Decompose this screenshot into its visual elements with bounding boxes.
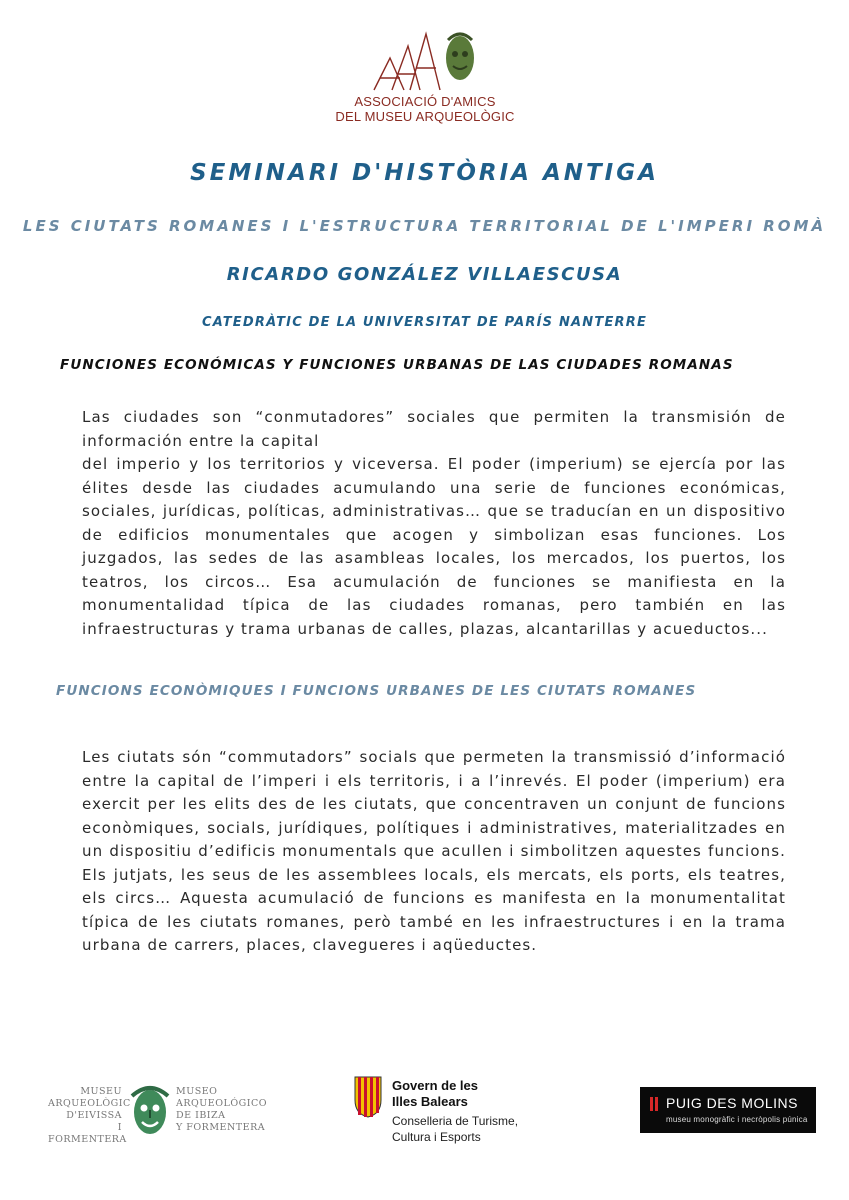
body-es-line2: del imperio y los territorios y viceversa. El poder (imperium) se ejercía por las élites desde las ciudades acumulando una serie de funciones económicas, sociales, jurídicas, políticas, administrativas… que se traducían en un dispositivo de edificios monumentales que acogen y simbolizan esas funciones. Los juzgados, las sedes de las asambleas locales, los mercados, los puertos, los teatros, los circos… Esa acumulación de funciones se manifiesta en la monumentalidad típica de las ciudades romanas, pero también en las infraestructuras y trama urbanas de calles, plazas, alcantarillas y acueductos... bbox=[82, 455, 786, 638]
section-heading-ca: FUNCIONS ECONÒMIQUES I FUNCIONS URBANES DE LES CIUTATS ROMANES bbox=[56, 683, 697, 699]
museum-logo bbox=[48, 1082, 268, 1145]
govern-line1: Govern de les bbox=[392, 1078, 478, 1093]
section-body-ca: Les ciutats són “commutadors” socials que permeten la transmissió d’informació entre la capital de l’imperi i els territoris, i a l’inrevés. El poder (imperium) era exercit per les elits des de les ciutats, que concentraven un conjunt de funcions econòmiques, socials, jurídiques, polítiques i administratives, materialitzades en un dispositiu d’edificis monumentals que acullen i simbolitzen aquestes funcions. Els jutjats, les seus de les assemblees locals, els mercats, els ports, els teatres, els circs… Aquesta acumulació de funcions es manifesta en la monumentalitat típica de les ciutats romanes, però també en les infraestructures i en la trama urbana de carrers, places, clavegueres i aqüeductes. bbox=[82, 748, 786, 954]
museum-es-line: ARQUEOLÓGICO bbox=[176, 1098, 268, 1109]
speaker-affiliation: CATEDRÀTIC DE LA UNIVERSITAT DE PARÍS NANTERRE bbox=[201, 315, 648, 330]
logo-text-line2: DEL MUSEU ARQUEOLÒGIC bbox=[335, 109, 515, 124]
balearic-shield-icon bbox=[354, 1076, 382, 1118]
museum-mask-icon bbox=[128, 1082, 172, 1138]
conselleria-line1: Conselleria de Turisme, bbox=[392, 1114, 519, 1128]
museum-ca-line: ARQUEOLÒGIC bbox=[48, 1098, 131, 1109]
red-bars-icon bbox=[650, 1097, 660, 1111]
puig-des-molins-logo bbox=[640, 1087, 816, 1133]
section-body-es bbox=[82, 406, 786, 641]
puig-subtitle: museu monogràfic i necròpolis púnica bbox=[666, 1115, 808, 1124]
museum-es-line: Y FORMENTERA bbox=[176, 1122, 266, 1133]
association-logo bbox=[330, 28, 520, 128]
museum-ca-line: D'EIVISSA bbox=[66, 1110, 122, 1121]
logo-text-line1: ASSOCIACIÓ D'AMICS bbox=[354, 94, 496, 109]
conselleria-line2: Cultura i Esports bbox=[392, 1130, 481, 1144]
page-subtitle: LES CIUTATS ROMANES I L'ESTRUCTURA TERRITORIAL DE L'IMPERI ROMÀ bbox=[22, 217, 827, 235]
museum-ca-line: I FORMENTERA bbox=[48, 1122, 127, 1145]
museum-ca-line: MUSEU bbox=[80, 1086, 122, 1097]
museum-name-ca bbox=[48, 1086, 131, 1146]
mask-emblem-icon bbox=[446, 34, 474, 80]
museum-name-es bbox=[176, 1086, 266, 1134]
section-heading-es: FUNCIONES ECONÓMICAS Y FUNCIONES URBANAS DE LAS CIUDADES ROMANAS bbox=[60, 357, 734, 373]
museum-es-line: MUSEO bbox=[176, 1086, 218, 1097]
museum-es-line: DE IBIZA bbox=[176, 1110, 226, 1121]
puig-title: PUIG DES MOLINS bbox=[666, 1095, 798, 1111]
page-title: SEMINARI D'HISTÒRIA ANTIGA bbox=[190, 160, 659, 186]
body-es-line1: Las ciudades son “conmutadores” sociales que permiten la transmisión de información entre la capital bbox=[82, 408, 786, 450]
govern-logo bbox=[354, 1076, 554, 1146]
govern-line2: Illes Balears bbox=[392, 1094, 468, 1109]
speaker-name: RICARDO GONZÁLEZ VILLAESCUSA bbox=[226, 264, 623, 285]
aama-monogram-icon bbox=[370, 28, 480, 94]
